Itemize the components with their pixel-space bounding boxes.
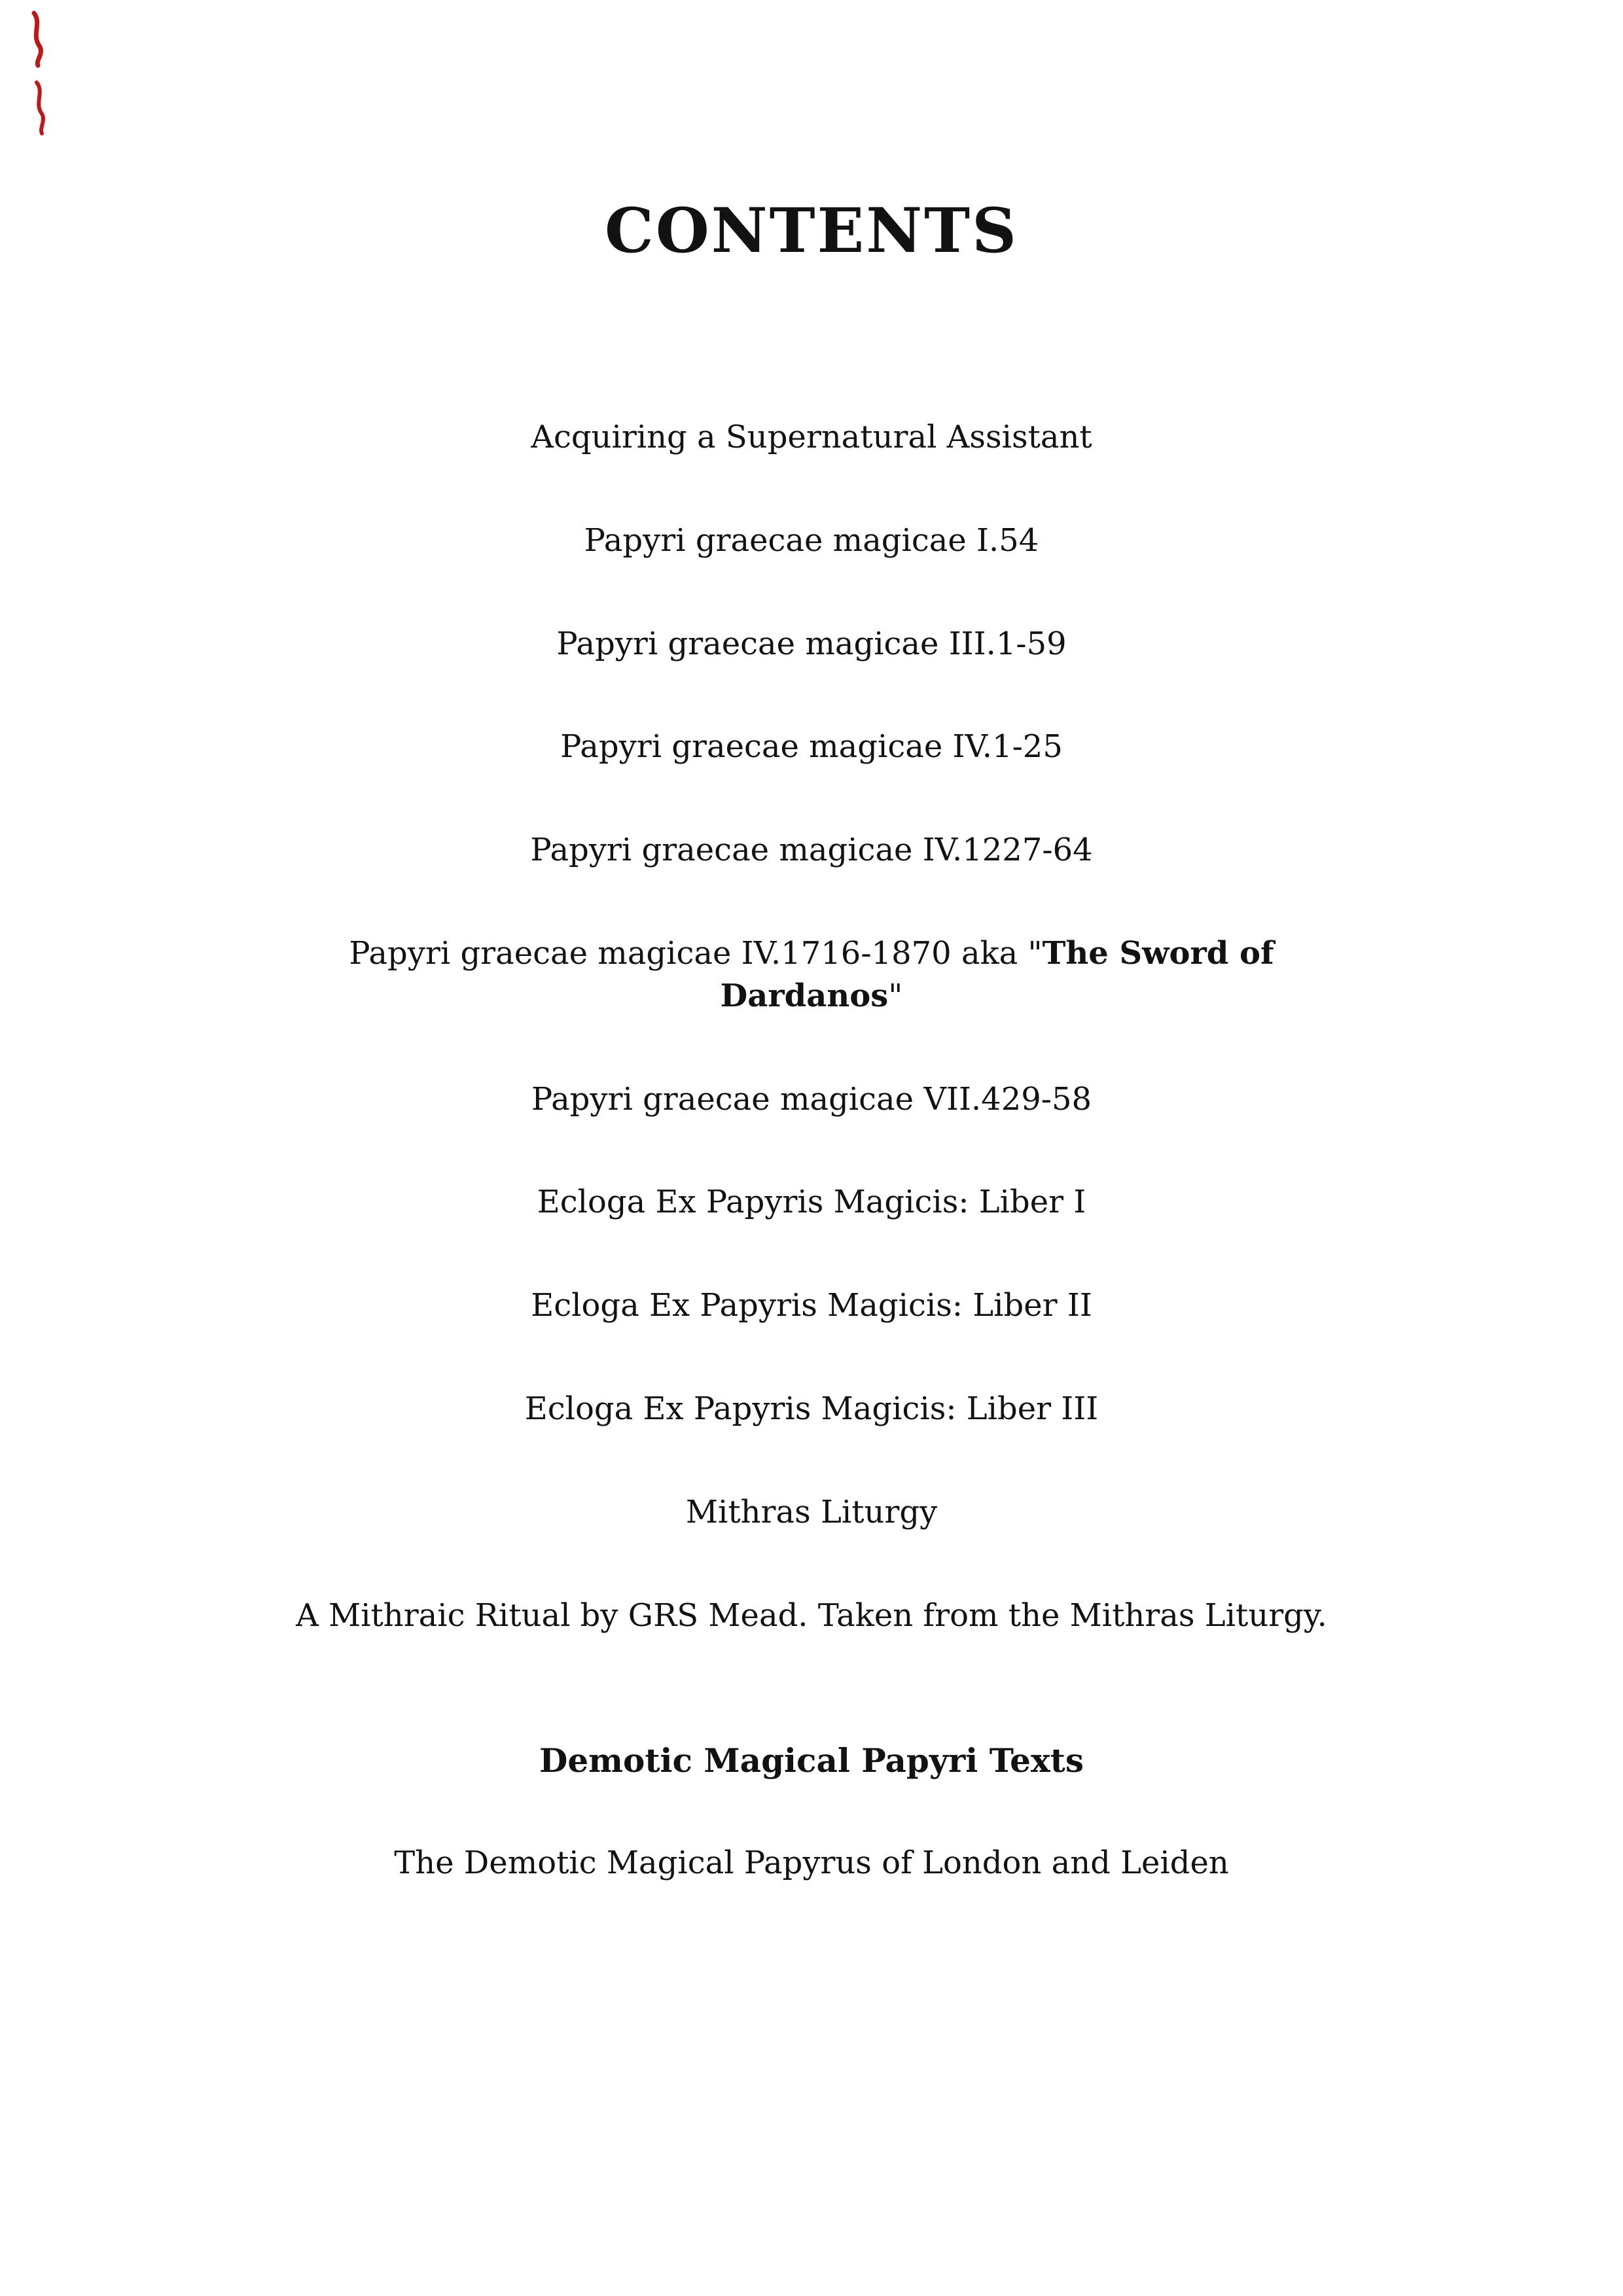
- toc-entry: A Mithraic Ritual by GRS Mead. Taken from the Mithras Liturgy.: [296, 1597, 1327, 1634]
- toc-entry: Ecloga Ex Papyris Magicis: Liber I: [537, 1184, 1086, 1221]
- toc-entry: Papyri graecae magicae I.54: [584, 521, 1039, 559]
- red-pen-mark: [25, 5, 71, 143]
- toc-entry: The Demotic Magical Papyrus of London and Leiden: [394, 1845, 1229, 1882]
- toc-entry-sword-of-dardanos: [311, 932, 1312, 1017]
- toc-entry: Acquiring a Supernatural Assistant: [531, 419, 1092, 455]
- page-title: CONTENTS: [605, 195, 1018, 267]
- toc-entry: Mithras Liturgy: [685, 1493, 938, 1530]
- toc-entry: Ecloga Ex Papyris Magicis: Liber II: [531, 1287, 1092, 1324]
- toc-entry: Papyri graecae magicae IV.1-25: [560, 728, 1063, 766]
- toc-entry-text: ": [888, 977, 903, 1014]
- toc-entry-text: Papyri graecae magicae IV.1716-1870 aka ": [349, 934, 1043, 972]
- toc-entry-bold-text: The Sword of Dardanos: [720, 934, 1274, 1014]
- toc-list: [223, 416, 1400, 1884]
- section-heading-demotic: Demotic Magical Papyri Texts: [539, 1741, 1084, 1780]
- toc-entry: Papyri graecae magicae VII.429-58: [531, 1080, 1092, 1118]
- toc-entry: Ecloga Ex Papyris Magicis: Liber III: [524, 1390, 1099, 1427]
- toc-entry: Papyri graecae magicae IV.1227-64: [530, 832, 1093, 869]
- toc-entry: Papyri graecae magicae III.1-59: [556, 625, 1067, 662]
